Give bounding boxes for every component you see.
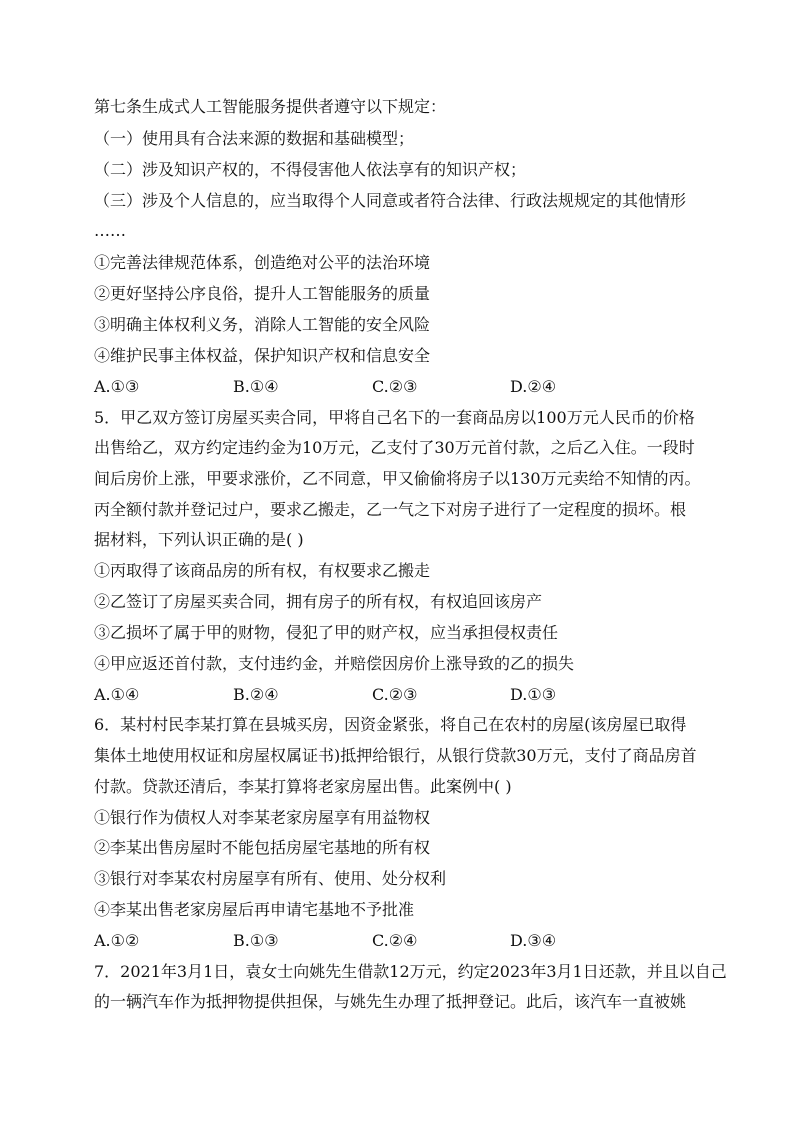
q6-stem-line: 6．某村村民李某打算在县城买房，因资金紧张，将自己在农村的房屋(该房屋已取得 <box>94 715 687 734</box>
q4-statement: ③明确主体权利义务，消除人工智能的安全风险 <box>94 315 431 334</box>
q4-statement: ④维护民事主体权益，保护知识产权和信息安全 <box>94 346 431 365</box>
q6-statement: ①银行作为债权人对李某老家房屋享有用益物权 <box>94 808 431 827</box>
q6-option-c: C.②④ <box>372 931 418 950</box>
q4-option-d: D.②④ <box>510 377 557 396</box>
q6-statement: ④李某出售老家房屋后再申请宅基地不予批准 <box>94 900 415 919</box>
q4-statement: ①完善法律规范体系，创造绝对公平的法治环境 <box>94 253 431 272</box>
q5-option-c: C.②③ <box>372 685 418 704</box>
q5-statement: ③乙损坏了属于甲的财物，侵犯了甲的财产权，应当承担侵权责任 <box>94 623 559 642</box>
q4-option-c: C.②③ <box>372 377 418 396</box>
q5-option-b: B.②④ <box>233 685 279 704</box>
q5-options <box>0 685 794 705</box>
q4-statement: ②更好坚持公序良俗，提升人工智能服务的质量 <box>94 284 431 303</box>
regulation-item: （一）使用具有合法来源的数据和基础模型； <box>94 129 415 148</box>
q5-stem-line: 据材料，下列认识正确的是( ) <box>94 530 304 549</box>
regulation-item: （三）涉及个人信息的，应当取得个人同意或者符合法律、行政法规规定的其他情形 <box>94 191 687 210</box>
q5-statement: ①丙取得了该商品房的所有权，有权要求乙搬走 <box>94 561 431 580</box>
q4-options <box>0 377 794 397</box>
q6-option-a: A.①② <box>94 931 140 950</box>
q6-statement: ②李某出售房屋时不能包括房屋宅基地的所有权 <box>94 838 431 857</box>
q5-option-d: D.①③ <box>510 685 557 704</box>
q6-statement: ③银行对李某农村房屋享有所有、使用、处分权利 <box>94 869 447 888</box>
q6-option-b: B.①③ <box>233 931 279 950</box>
q5-stem-line: 间后房价上涨，甲要求涨价，乙不同意，甲又偷偷将房子以130万元卖给不知情的丙。 <box>94 469 701 488</box>
regulation-item: （二）涉及知识产权的，不得侵害他人依法享有的知识产权； <box>94 160 527 179</box>
q6-stem-line: 付款。贷款还清后，李某打算将老家房屋出售。此案例中( ) <box>94 777 512 796</box>
q6-option-d: D.③④ <box>510 931 557 950</box>
regulation-title: 第七条生成式人工智能服务提供者遵守以下规定： <box>94 97 447 116</box>
q5-stem-line: 出售给乙，双方约定违约金为10万元，乙支付了30万元首付款，之后乙入住。一段时 <box>94 438 695 457</box>
q5-statement: ④甲应返还首付款，支付违约金，并赔偿因房价上涨导致的乙的损失 <box>94 654 575 673</box>
q5-stem-line: 丙全额付款并登记过户，要求乙搬走，乙一气之下对房子进行了一定程度的损坏。根 <box>94 500 687 519</box>
regulation-ellipsis: …… <box>94 221 126 240</box>
q5-statement: ②乙签订了房屋买卖合同，拥有房子的所有权，有权追回该房产 <box>94 592 543 611</box>
q7-stem-line: 的一辆汽车作为抵押物提供担保，与姚先生办理了抵押登记。此后，该汽车一直被姚 <box>94 992 687 1011</box>
q7-stem-line: 7．2021年3月1日，袁女士向姚先生借款12万元，约定2023年3月1日还款，并且以自己 <box>94 962 727 981</box>
q6-options <box>0 931 794 951</box>
q5-option-a: A.①④ <box>94 685 140 704</box>
q4-option-a: A.①③ <box>94 377 140 396</box>
q4-option-b: B.①④ <box>233 377 279 396</box>
q6-stem-line: 集体土地使用权证和房屋权属证书)抵押给银行，从银行贷款30万元，支付了商品房首 <box>94 746 697 765</box>
q5-stem-line: 5．甲乙双方签订房屋买卖合同，甲将自己名下的一套商品房以100万元人民币的价格 <box>94 408 695 427</box>
